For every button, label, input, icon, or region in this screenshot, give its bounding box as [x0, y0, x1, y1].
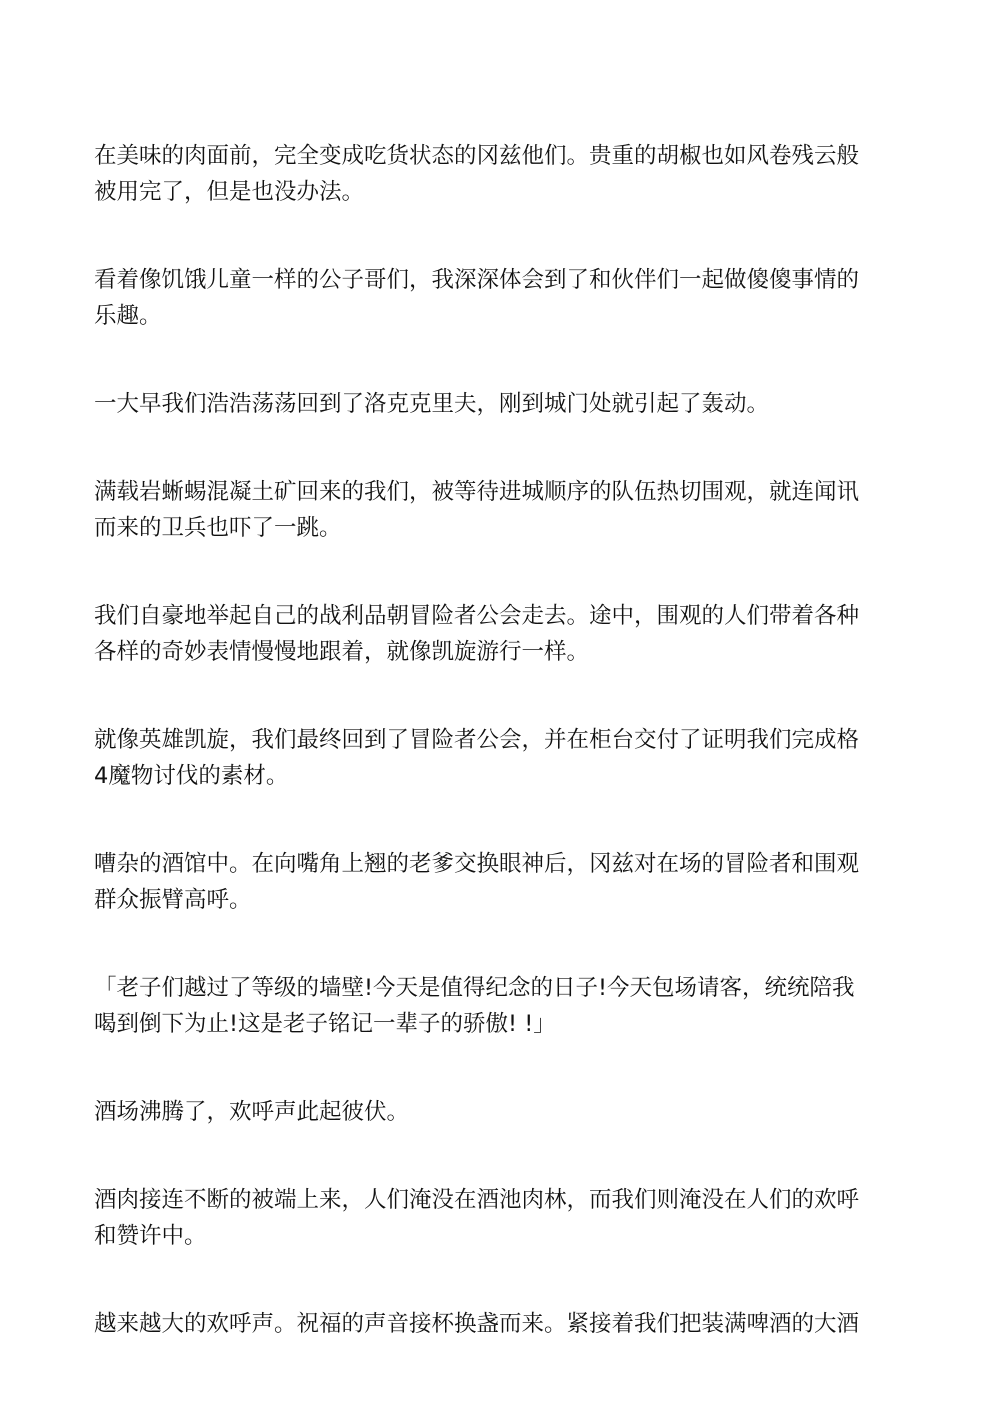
document-page [94, 138, 904, 1394]
paragraph: 嘈杂的酒馆中。在向嘴角上翘的老爹交换眼神后，冈兹对在场的冒险者和围观 群众振臂高呼。 [94, 851, 860, 913]
paragraph: 看着像饥饿儿童一样的公子哥们，我深深体会到了和伙伴们一起做傻傻事情的 乐趣。 [94, 267, 860, 329]
paragraph: 越来越大的欢呼声。祝福的声音接杯换盏而来。紧接着我们把装满啤酒的大酒 [94, 1311, 860, 1337]
paragraph: 「老子们越过了等级的墙壁!今天是值得纪念的日子!今天包场请客，统统陪我 喝到倒下为止!这是老子铭记一辈子的骄傲! !」 [94, 975, 855, 1037]
paragraph: 一大早我们浩浩荡荡回到了洛克克里夫，刚到城门处就引起了轰动。 [94, 391, 770, 417]
paragraph: 满载岩蜥蜴混凝土矿回来的我们，被等待进城顺序的队伍热切围观，就连闻讯 而来的卫兵也吓了一跳。 [94, 479, 860, 541]
paragraph: 在美味的肉面前，完全变成吃货状态的冈兹他们。贵重的胡椒也如风卷残云般 被用完了，但是也没办法。 [94, 143, 860, 205]
paragraph: 就像英雄凯旋，我们最终回到了冒险者公会，并在柜台交付了证明我们完成格 4魔物讨伐的素材。 [94, 727, 860, 789]
paragraph: 我们自豪地举起自己的战利品朝冒险者公会走去。途中，围观的人们带着各种 各样的奇妙表情慢慢地跟着，就像凯旋游行一样。 [94, 603, 860, 665]
paragraph: 酒场沸腾了，欢呼声此起彼伏。 [94, 1099, 410, 1125]
paragraph: 酒肉接连不断的被端上来，人们淹没在酒池肉林，而我们则淹没在人们的欢呼 和赞许中。 [94, 1187, 860, 1249]
